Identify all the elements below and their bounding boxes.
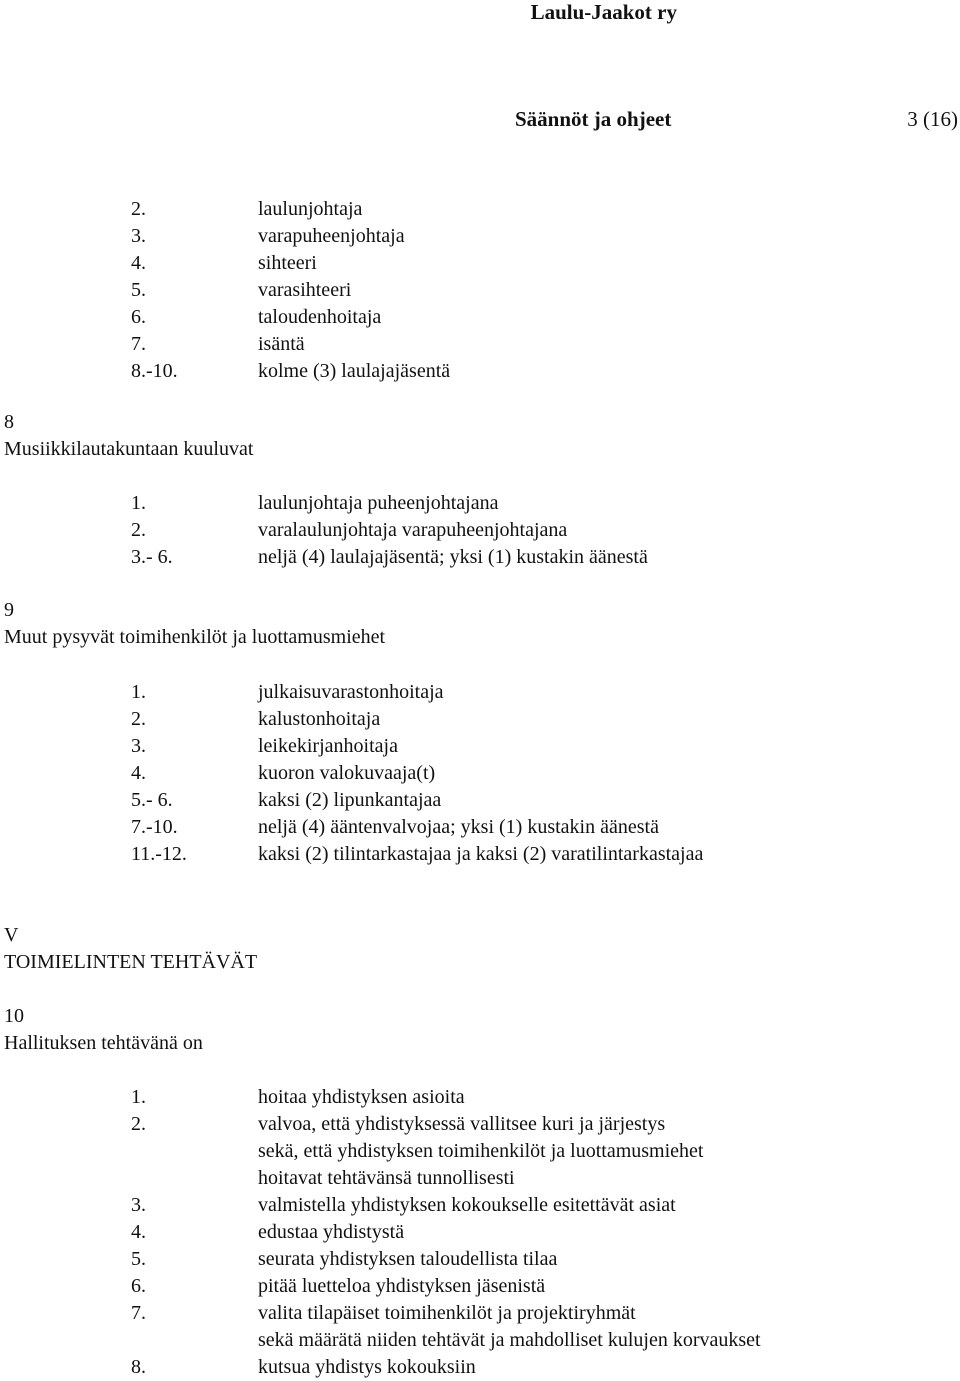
item-number: 2. bbox=[131, 519, 146, 541]
list-item bbox=[131, 277, 450, 304]
list-item bbox=[131, 196, 450, 223]
item-number: 8.-10. bbox=[131, 360, 178, 382]
list-item bbox=[131, 1300, 761, 1354]
list-item bbox=[131, 358, 450, 385]
list-item bbox=[131, 250, 450, 277]
section-heading: Muut pysyvät toimihenkilöt ja luottamusmiehet bbox=[4, 626, 386, 648]
item-text: laulunjohtaja puheenjohtajana bbox=[258, 492, 499, 514]
item-text: isäntä bbox=[258, 333, 305, 355]
list-d bbox=[131, 1084, 761, 1381]
chapter-heading: TOIMIELINTEN TEHTÄVÄT bbox=[4, 951, 258, 973]
section-8 bbox=[4, 409, 253, 463]
item-number: 5. bbox=[131, 279, 146, 301]
item-text: julkaisuvarastonhoitaja bbox=[258, 681, 444, 703]
list-item bbox=[131, 841, 703, 868]
list-item bbox=[131, 733, 703, 760]
list-item bbox=[131, 517, 648, 544]
item-text bbox=[258, 1111, 703, 1192]
chapter-numeral: V bbox=[4, 924, 19, 946]
item-number: 3. bbox=[131, 225, 146, 247]
item-text-line: hoitavat tehtävänsä tunnollisesti bbox=[258, 1167, 515, 1189]
section-number: 8 bbox=[4, 411, 14, 433]
item-number: 2. bbox=[131, 708, 146, 730]
item-number: 3. bbox=[131, 1194, 146, 1216]
item-text-line: sekä, että yhdistyksen toimihenkilöt ja luottamusmiehet bbox=[258, 1140, 704, 1162]
item-number: 7. bbox=[131, 333, 146, 355]
list-item bbox=[131, 331, 450, 358]
list-item bbox=[131, 814, 703, 841]
item-number: 3.- 6. bbox=[131, 546, 173, 568]
item-text: edustaa yhdistystä bbox=[258, 1221, 405, 1243]
item-number: 2. bbox=[131, 198, 146, 220]
item-number: 8. bbox=[131, 1356, 146, 1378]
section-9 bbox=[4, 597, 385, 651]
item-text: kutsua yhdistys kokouksiin bbox=[258, 1356, 476, 1378]
item-text: kalustonhoitaja bbox=[258, 708, 381, 730]
item-text: hoitaa yhdistyksen asioita bbox=[258, 1086, 465, 1108]
item-text: laulunjohtaja bbox=[258, 198, 363, 220]
organization-name: Laulu-Jaakot ry bbox=[530, 0, 677, 24]
list-item bbox=[131, 787, 703, 814]
item-text: varalaulunjohtaja varapuheenjohtajana bbox=[258, 519, 568, 541]
item-text-line: valita tilapäiset toimihenkilöt ja projektiryhmät bbox=[258, 1302, 636, 1324]
list-item bbox=[131, 1192, 761, 1219]
document-title: Säännöt ja ohjeet bbox=[515, 107, 672, 131]
item-number: 4. bbox=[131, 1221, 146, 1243]
item-number: 7. bbox=[131, 1302, 146, 1324]
item-number: 1. bbox=[131, 681, 146, 703]
section-number: 9 bbox=[4, 599, 14, 621]
item-text: neljä (4) ääntenvalvojaa; yksi (1) kustakin äänestä bbox=[258, 816, 659, 838]
list-item bbox=[131, 706, 703, 733]
item-text: varapuheenjohtaja bbox=[258, 225, 405, 247]
item-number: 4. bbox=[131, 762, 146, 784]
list-item bbox=[131, 1219, 761, 1246]
list-item bbox=[131, 1246, 761, 1273]
item-text: kaksi (2) lipunkantajaa bbox=[258, 789, 442, 811]
item-number: 11.-12. bbox=[131, 843, 187, 865]
item-number: 1. bbox=[131, 492, 146, 514]
item-number: 2. bbox=[131, 1113, 146, 1135]
item-number: 3. bbox=[131, 735, 146, 757]
item-number: 7.-10. bbox=[131, 816, 178, 838]
section-heading: Hallituksen tehtävänä on bbox=[4, 1032, 203, 1054]
item-number: 5.- 6. bbox=[131, 789, 173, 811]
item-text: pitää luetteloa yhdistyksen jäsenistä bbox=[258, 1275, 546, 1297]
list-b bbox=[131, 490, 648, 571]
list-item bbox=[131, 760, 703, 787]
list-item bbox=[131, 1354, 761, 1381]
list-item bbox=[131, 544, 648, 571]
item-number: 5. bbox=[131, 1248, 146, 1270]
item-text-line: valvoa, että yhdistyksessä vallitsee kuri ja järjestys bbox=[258, 1113, 666, 1135]
item-text bbox=[258, 1300, 761, 1354]
list-item bbox=[131, 490, 648, 517]
item-number: 1. bbox=[131, 1086, 146, 1108]
item-text-line: sekä määrätä niiden tehtävät ja mahdolliset kulujen korvaukset bbox=[258, 1329, 761, 1351]
list-item bbox=[131, 1111, 761, 1192]
item-text: leikekirjanhoitaja bbox=[258, 735, 398, 757]
item-number: 6. bbox=[131, 306, 146, 328]
item-number: 4. bbox=[131, 252, 146, 274]
list-c bbox=[131, 679, 703, 868]
item-text: kuoron valokuvaaja(t) bbox=[258, 762, 436, 784]
item-number: 6. bbox=[131, 1275, 146, 1297]
section-number: 10 bbox=[4, 1005, 24, 1027]
item-text: neljä (4) laulajajäsentä; yksi (1) kustakin äänestä bbox=[258, 546, 648, 568]
item-text: seurata yhdistyksen taloudellista tilaa bbox=[258, 1248, 558, 1270]
section-10 bbox=[4, 1003, 203, 1057]
page-number: 3 (16) bbox=[907, 107, 958, 131]
list-item bbox=[131, 223, 450, 250]
list-item bbox=[131, 1084, 761, 1111]
list-item bbox=[131, 304, 450, 331]
item-text: kolme (3) laulajajäsentä bbox=[258, 360, 451, 382]
item-text: kaksi (2) tilintarkastajaa ja kaksi (2) varatilintarkastajaa bbox=[258, 843, 704, 865]
item-text: sihteeri bbox=[258, 252, 317, 274]
item-text: taloudenhoitaja bbox=[258, 306, 382, 328]
list-a bbox=[131, 196, 450, 385]
item-text: varasihteeri bbox=[258, 279, 352, 301]
item-text: valmistella yhdistyksen kokoukselle esitettävät asiat bbox=[258, 1194, 676, 1216]
list-item bbox=[131, 679, 703, 706]
section-heading: Musiikkilautakuntaan kuuluvat bbox=[4, 438, 254, 460]
chapter-v bbox=[4, 922, 257, 976]
list-item bbox=[131, 1273, 761, 1300]
